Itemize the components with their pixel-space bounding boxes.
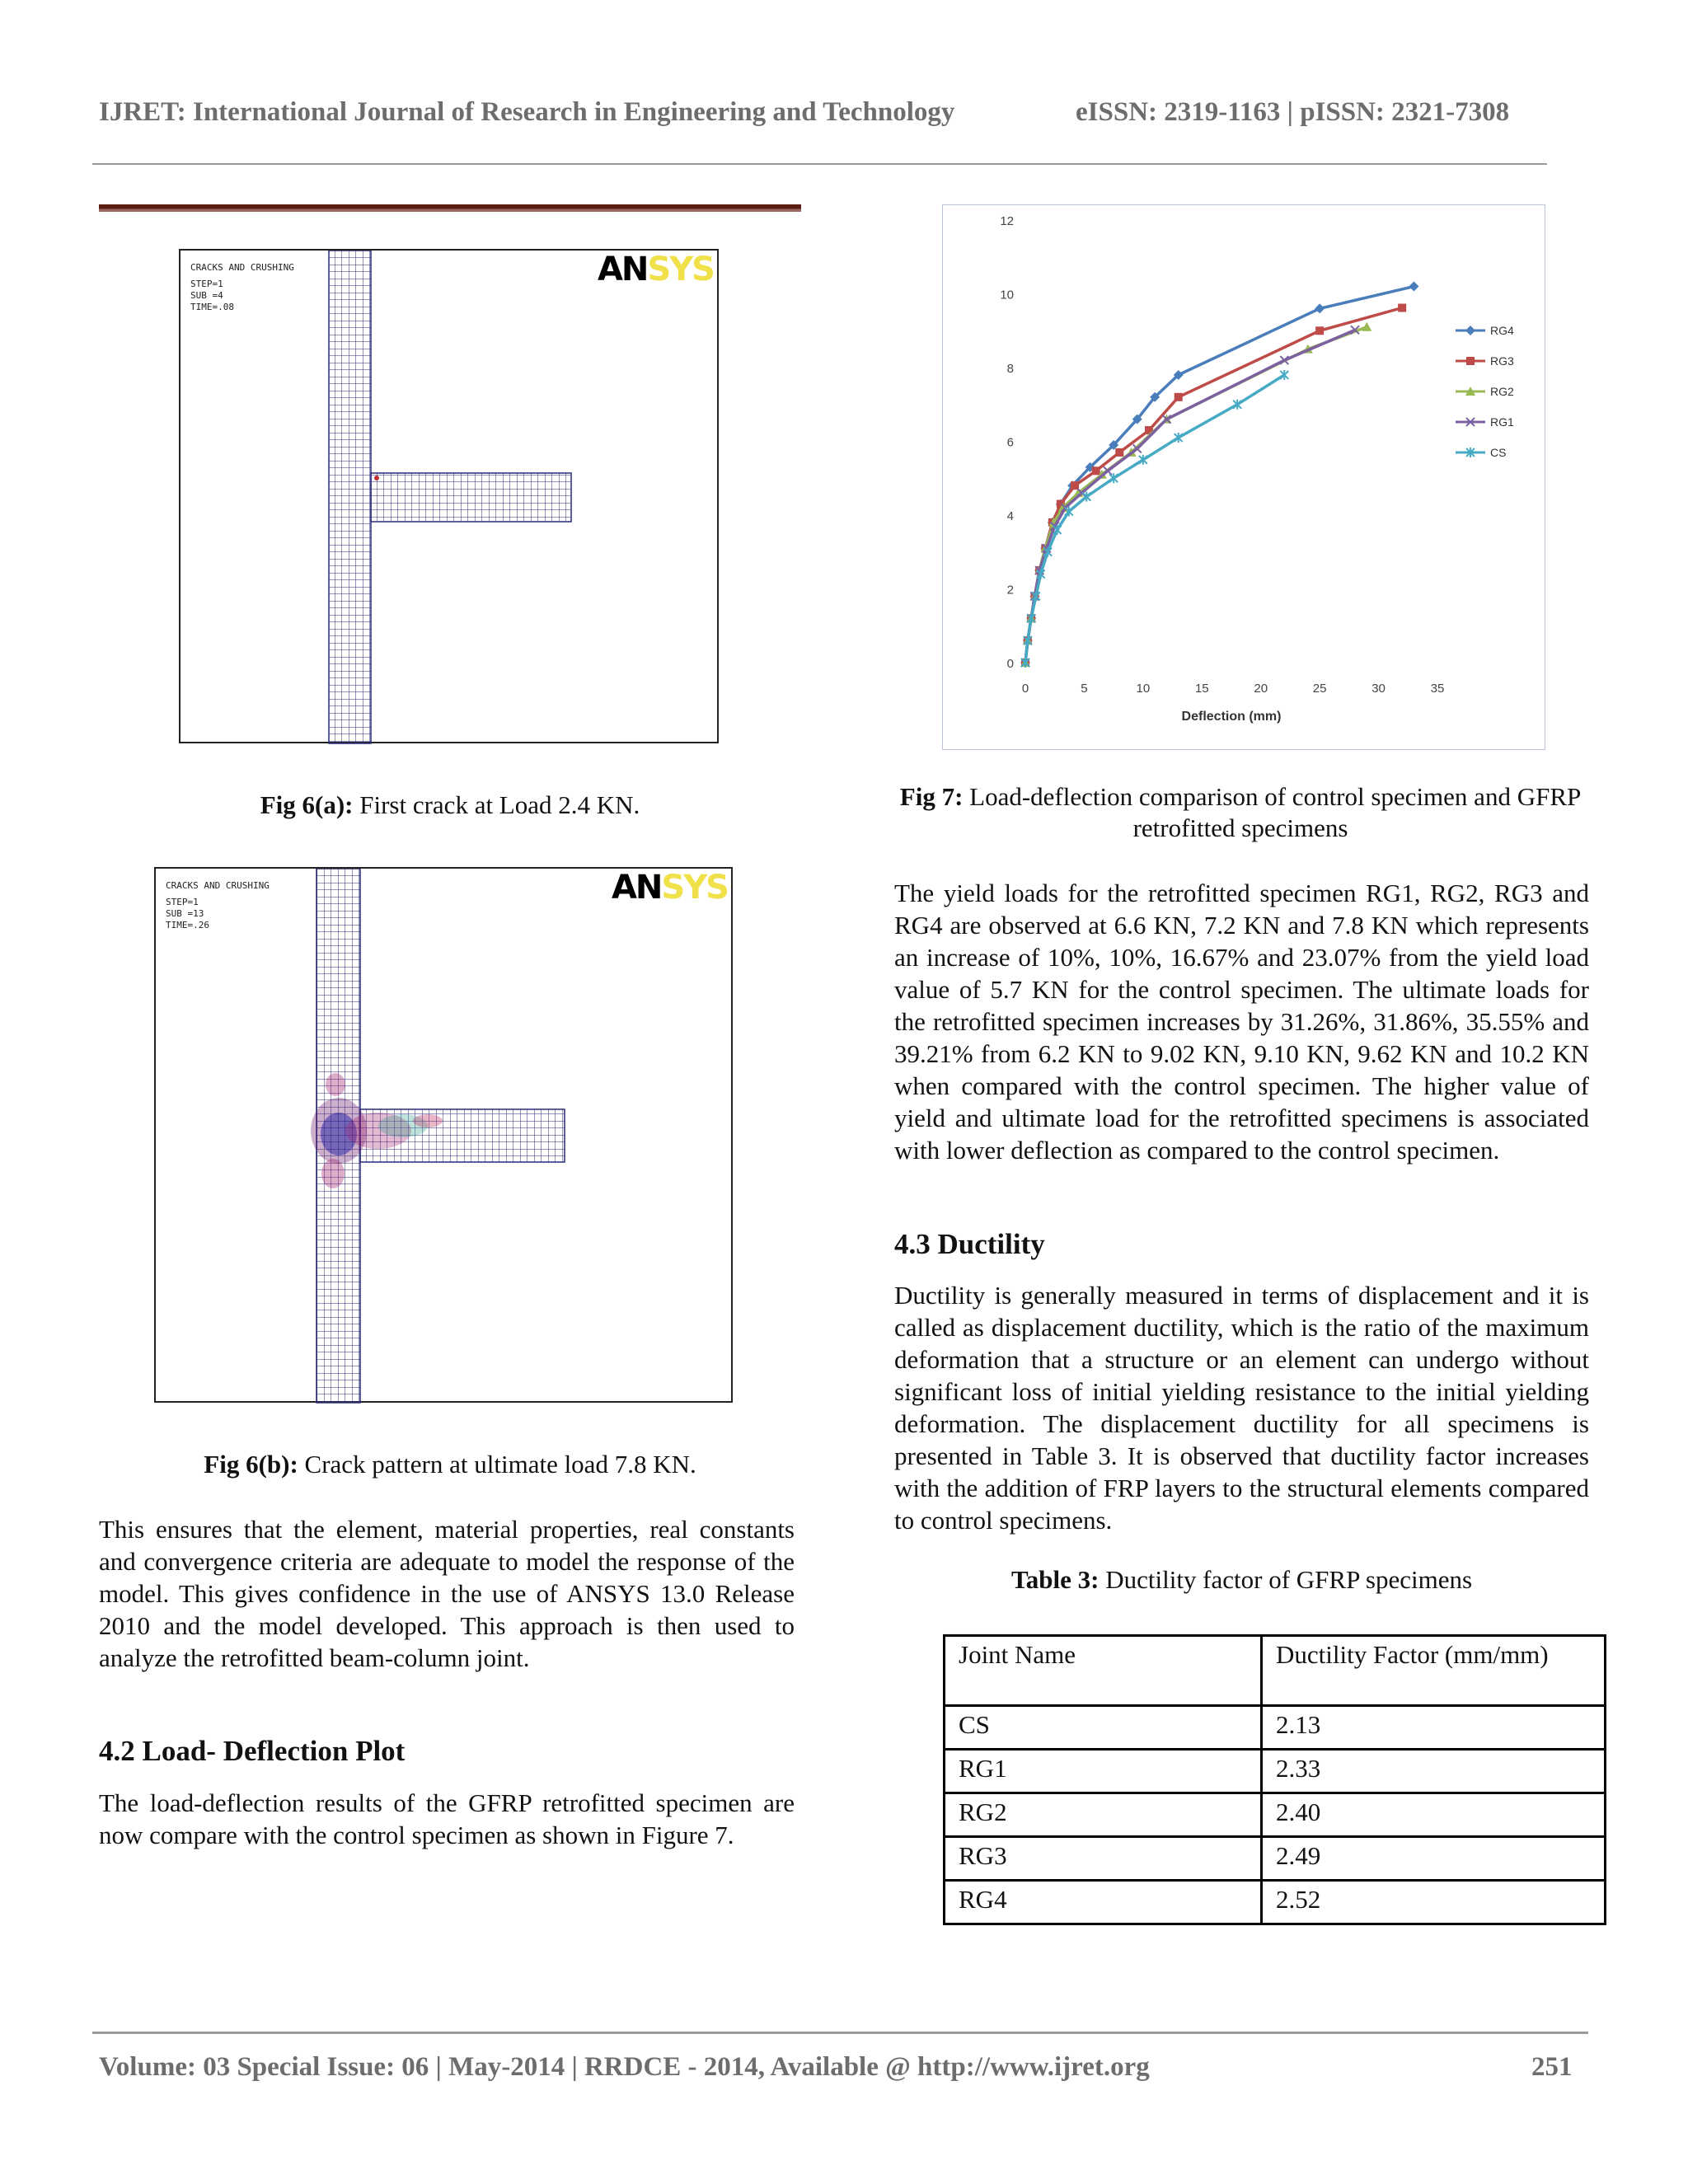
ansys-logo-sys: SYS	[647, 251, 714, 288]
ductility-table	[943, 1634, 1606, 1925]
x-tick-label: 30	[1372, 682, 1386, 696]
left-paragraph-2: The load-deflection results of the GFRP retrofitted specimen are now compare with the control specimen as shown in Figure 7.	[99, 1788, 795, 1849]
table-row	[945, 1750, 1606, 1793]
table-cell-value: 2.49	[1262, 1837, 1606, 1881]
table-header-cell: Ductility Factor (mm/mm)	[1262, 1636, 1606, 1706]
legend-marker	[1466, 357, 1475, 365]
right-paragraph-1: The yield loads for the retrofitted specimen RG1, RG2, RG3 and RG4 are observed at 6.6 KN, 7.2 KN and 7.8 KN which represents an increase of 10%, 10%, 16.67% and 23.07% from the yield load value of 5.7 KN for the control specimen. The ultimate loads for the retrofitted specimen increases by 31.26%, 31.86%, 35.55% and 39.21% from 6.2 KN to 9.02 KN, 9.10 KN, 9.62 KN and 10.2 KN when compared with the control specimen. The higher value of yield and ultimate load for the retrofitted specimens is associated with lower deflection as compared to the control specimen.	[894, 879, 1589, 1165]
section-heading-4-2: 4.2 Load- Deflection Plot	[99, 1735, 406, 1767]
y-tick-label: 6	[1006, 435, 1014, 450]
data-point-rg4	[1315, 303, 1325, 313]
section-divider	[99, 204, 801, 212]
table-cell-value: 2.33	[1262, 1750, 1606, 1793]
fig6a-meta-line: SUB =4	[190, 290, 223, 301]
y-tick-label: 12	[1000, 214, 1014, 228]
table-cell-value: 2.52	[1262, 1881, 1606, 1924]
beam-mesh	[371, 473, 571, 522]
table-row	[945, 1837, 1606, 1881]
data-point-rg3	[1115, 448, 1123, 457]
series-line-rg3	[1025, 308, 1402, 663]
footer-divider	[92, 2032, 1588, 2034]
table-row	[945, 1706, 1606, 1750]
y-tick-label: 10	[1000, 288, 1014, 302]
fig7-caption-label: Fig 7:	[899, 782, 964, 811]
fig6a-meta-line: TIME=.08	[190, 302, 234, 312]
y-tick-label: 8	[1006, 362, 1014, 376]
fig6a-meta-line: STEP=1	[190, 279, 223, 289]
x-axis-title: Deflection (mm)	[1181, 710, 1282, 724]
fig6b-meta-line: TIME=.26	[166, 920, 209, 930]
fig6a-mesh	[181, 251, 720, 745]
y-tick-label: 0	[1006, 657, 1014, 671]
table-cell-name: CS	[945, 1706, 1262, 1750]
data-point-rg3	[1315, 326, 1324, 335]
legend-label: RG1	[1490, 415, 1514, 429]
issn: eISSN: 2319-1163 | pISSN: 2321-7308	[1076, 97, 1510, 127]
fig6b-panel	[154, 867, 733, 1403]
data-point-cs	[1082, 492, 1090, 502]
crack-marker	[374, 476, 379, 480]
table-cell-value: 2.40	[1262, 1793, 1606, 1837]
footer-volume: Volume: 03 Special Issue: 06 | May-2014 | RRDCE - 2014, Available @ http://www.ijret.org	[99, 2052, 1150, 2082]
data-point-cs	[1139, 455, 1147, 465]
fig6b-caption-text: Crack pattern at ultimate load 7.8 KN.	[298, 1450, 696, 1479]
table-cell-name: RG2	[945, 1793, 1262, 1837]
x-tick-label: 10	[1136, 682, 1151, 696]
page-number: 251	[1531, 2052, 1573, 2082]
fig7-caption	[898, 781, 1582, 844]
data-point-rg4	[1409, 282, 1418, 292]
x-tick-label: 5	[1081, 682, 1088, 696]
y-tick-label: 4	[1006, 509, 1014, 523]
table-cell-name: RG3	[945, 1837, 1262, 1881]
fig6b-caption-label: Fig 6(b):	[204, 1450, 298, 1479]
table-cell-value: 2.13	[1262, 1706, 1606, 1750]
fig6b-meta-line: SUB =13	[166, 908, 204, 919]
table3-caption-text: Ductility factor of GFRP specimens	[1099, 1565, 1473, 1594]
crack-pattern	[311, 1073, 443, 1188]
header-divider	[92, 163, 1547, 165]
column-mesh	[329, 251, 371, 743]
fig6b-caption	[99, 1449, 801, 1480]
x-tick-label: 15	[1194, 682, 1209, 696]
data-point-rg3	[1071, 481, 1079, 490]
fig6a-caption-label: Fig 6(a):	[260, 790, 354, 819]
fig7-caption-text: Load-deflection comparison of control specimen and GFRP retrofitted specimens	[963, 782, 1582, 842]
ansys-logo-an: AN	[597, 251, 648, 288]
table-header-cell: Joint Name	[945, 1636, 1262, 1706]
fig6b-meta-line: STEP=1	[166, 897, 199, 907]
legend-label: RG4	[1490, 324, 1514, 337]
fig6a-panel	[179, 249, 719, 743]
series-line-cs	[1025, 375, 1284, 663]
data-point-rg2	[1362, 322, 1372, 331]
table-cell-name: RG4	[945, 1881, 1262, 1924]
fig7-chart	[943, 205, 1545, 749]
data-point-cs	[1109, 473, 1118, 483]
fig6b-mesh	[156, 869, 734, 1404]
fig6a-meta-line: CRACKS AND CRUSHING	[190, 262, 294, 273]
section-heading-4-3: 4.3 Ductility	[894, 1228, 1045, 1260]
data-point-rg3	[1092, 466, 1100, 475]
data-point-rg3	[1175, 393, 1183, 401]
right-paragraph-2: Ductility is generally measured in terms of displacement and it is called as displacement ductility, which is the ratio of the maximum deformation that a structure or an element can undergo without significant loss of initial yielding resistance to the initial yielding deformation. The displacement ductility for all specimens is presented in Table 3. It is observed that ductility factor increases with the addition of FRP layers to the structural elements compared to control specimens.	[894, 1281, 1589, 1535]
legend-label: RG3	[1490, 354, 1514, 368]
data-point-rg3	[1398, 304, 1406, 312]
x-tick-label: 0	[1021, 682, 1029, 696]
y-tick-label: 2	[1006, 583, 1014, 598]
table-cell-name: RG1	[945, 1750, 1262, 1793]
left-paragraph-1: This ensures that the element, material properties, real constants and convergence criteria are adequate to model the response of the model. This gives confidence in the use of ANSYS 13.0 Release 2010 and the model developed. This approach is then used to analyze the retrofitted beam-column joint.	[99, 1515, 795, 1672]
x-tick-label: 35	[1430, 682, 1445, 696]
fig6a-caption-text: First crack at Load 2.4 KN.	[353, 790, 640, 819]
legend-label: RG2	[1490, 385, 1514, 398]
data-point-cs	[1280, 370, 1288, 380]
table3-caption-label: Table 3:	[1010, 1565, 1100, 1594]
series-line-rg4	[1025, 287, 1414, 663]
table-row	[945, 1881, 1606, 1924]
ansys-logo-sys: SYS	[661, 869, 728, 907]
fig7-chart-frame	[942, 204, 1545, 750]
table-row	[945, 1793, 1606, 1837]
table-header-row	[945, 1636, 1606, 1706]
legend-label: CS	[1490, 446, 1507, 459]
x-tick-label: 20	[1254, 682, 1268, 696]
journal-title: IJRET: International Journal of Research in Engineering and Technology	[99, 97, 955, 127]
fig6a-caption	[99, 790, 801, 821]
table3-caption	[894, 1564, 1589, 1596]
legend-marker	[1465, 326, 1475, 335]
ansys-logo-an: AN	[611, 869, 662, 907]
x-tick-label: 25	[1312, 682, 1327, 696]
fig6b-meta-line: CRACKS AND CRUSHING	[166, 880, 270, 891]
